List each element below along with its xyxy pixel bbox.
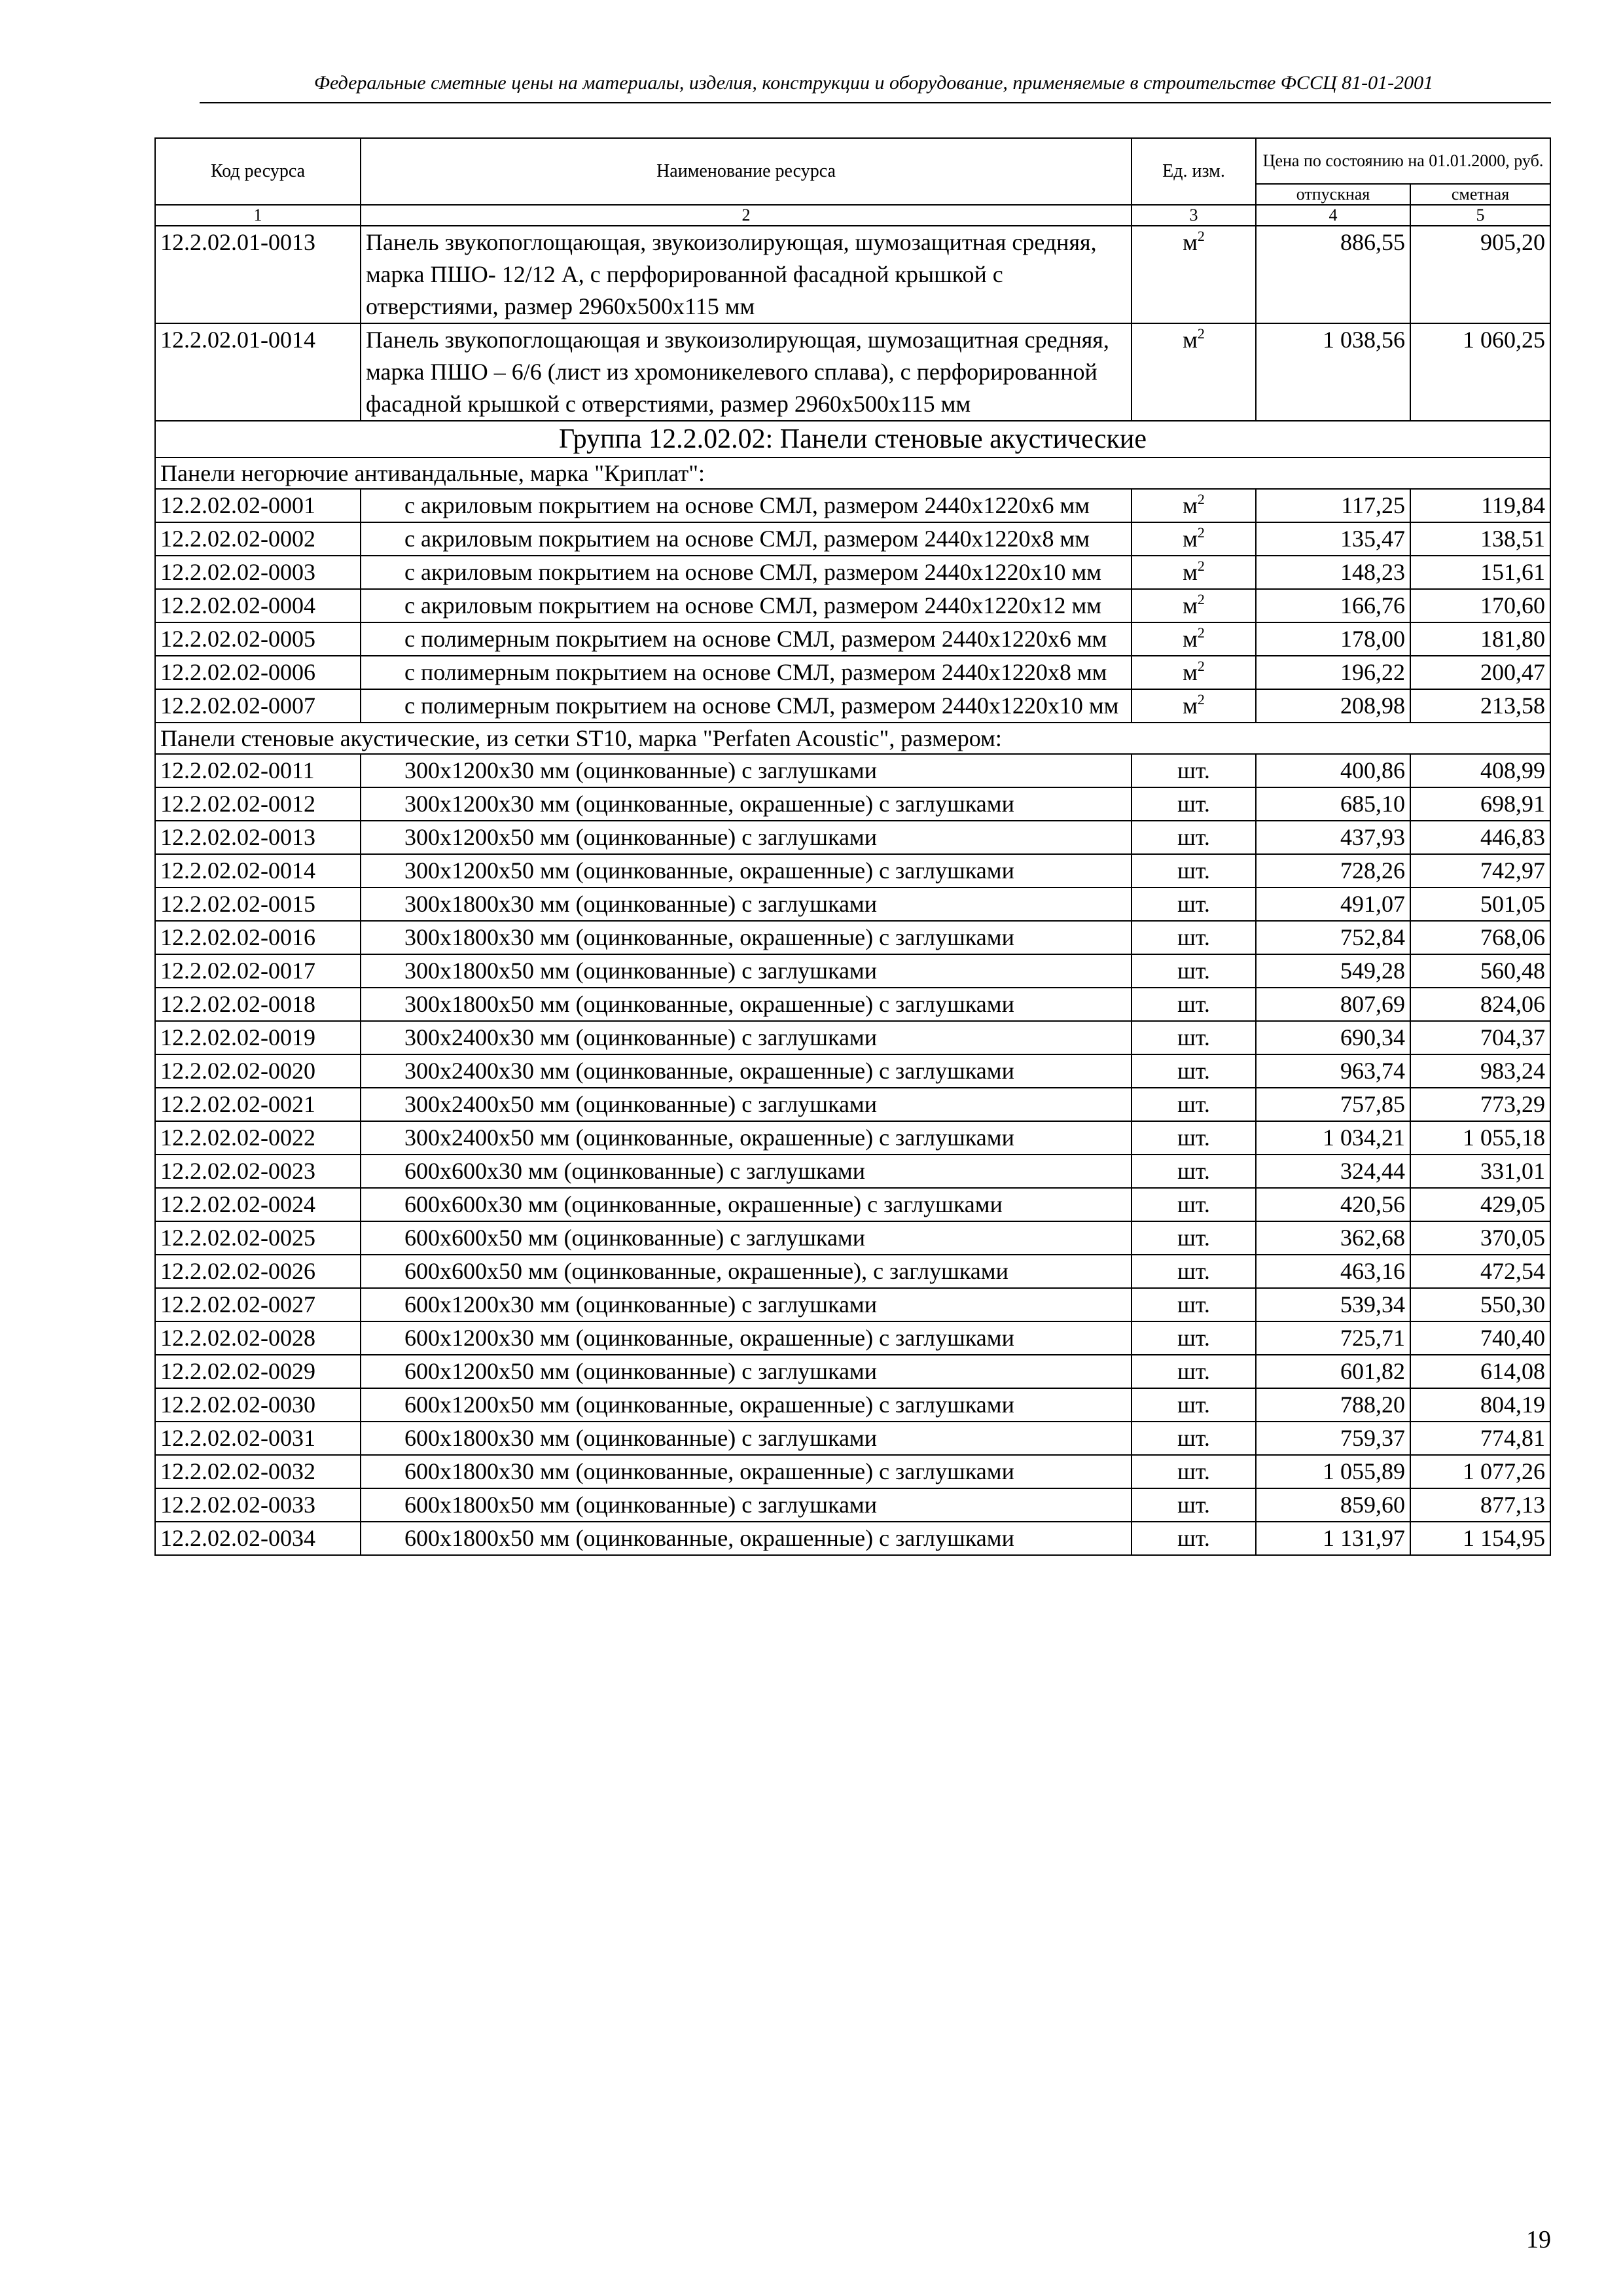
unit-cell (1132, 921, 1256, 954)
release-price: 963,74 (1256, 1054, 1410, 1088)
estimate-price: 983,24 (1410, 1054, 1550, 1088)
release-price: 728,26 (1256, 854, 1410, 888)
resource-name: с полимерным покрытием на основе СМЛ, размером 2440х1220х8 мм (361, 656, 1132, 689)
unit-text: шт. (1177, 1058, 1210, 1084)
estimate-price: 768,06 (1410, 921, 1550, 954)
resource-code: 12.2.02.02-0030 (155, 1388, 361, 1422)
unit-text: м (1183, 492, 1198, 518)
resource-name: с полимерным покрытием на основе СМЛ, размером 2440х1220х6 мм (361, 622, 1132, 656)
resource-code: 12.2.02.02-0032 (155, 1455, 361, 1488)
estimate-price: 213,58 (1410, 689, 1550, 723)
estimate-price: 151,61 (1410, 556, 1550, 589)
table-row (155, 323, 1550, 421)
unit-text: шт. (1177, 1425, 1210, 1451)
unit-text: шт. (1177, 1225, 1210, 1251)
estimate-price: 698,91 (1410, 787, 1550, 821)
release-price: 463,16 (1256, 1255, 1410, 1288)
unit-superscript: 2 (1197, 228, 1205, 244)
unit-cell (1132, 1355, 1256, 1388)
column-header-code: Код ресурса (155, 138, 361, 205)
estimate-price: 1 154,95 (1410, 1522, 1550, 1555)
release-price: 196,22 (1256, 656, 1410, 689)
resource-code: 12.2.02.02-0007 (155, 689, 361, 723)
table-row (155, 1188, 1550, 1221)
unit-cell (1132, 821, 1256, 854)
resource-name: 600х1200х30 мм (оцинкованные, окрашенные) с заглушками (361, 1321, 1132, 1355)
column-header-release: отпускная (1256, 184, 1410, 205)
resource-code: 12.2.02.02-0003 (155, 556, 361, 589)
unit-text: м (1183, 659, 1198, 685)
resource-code: 12.2.02.02-0013 (155, 821, 361, 854)
release-price: 208,98 (1256, 689, 1410, 723)
estimate-price: 742,97 (1410, 854, 1550, 888)
column-header-name: Наименование ресурса (361, 138, 1132, 205)
resource-code: 12.2.02.02-0033 (155, 1488, 361, 1522)
estimate-price: 905,20 (1410, 226, 1550, 323)
resource-code: 12.2.02.02-0006 (155, 656, 361, 689)
resource-name: 300х2400х50 мм (оцинкованные, окрашенные) с заглушками (361, 1121, 1132, 1155)
unit-cell (1132, 1455, 1256, 1488)
unit-cell (1132, 1488, 1256, 1522)
resource-code: 12.2.02.02-0019 (155, 1021, 361, 1054)
resource-name: 600х600х50 мм (оцинкованные) с заглушками (361, 1221, 1132, 1255)
header-rule (200, 102, 1551, 103)
resource-name: 600х1800х50 мм (оцинкованные) с заглушками (361, 1488, 1132, 1522)
column-header-unit: Ед. изм. (1132, 138, 1256, 205)
resource-code: 12.2.02.02-0020 (155, 1054, 361, 1088)
unit-superscript: 2 (1197, 691, 1205, 708)
release-price: 117,25 (1256, 489, 1410, 522)
estimate-price: 704,37 (1410, 1021, 1550, 1054)
table-row (155, 1522, 1550, 1555)
unit-cell (1132, 622, 1256, 656)
unit-cell (1132, 1321, 1256, 1355)
table-row (155, 954, 1550, 988)
unit-cell (1132, 522, 1256, 556)
release-price: 549,28 (1256, 954, 1410, 988)
subheader-kriplat: Панели негорючие антивандальные, марка "Криплат": (155, 457, 1550, 489)
resource-name: 600х600х50 мм (оцинкованные, окрашенные), с заглушками (361, 1255, 1132, 1288)
unit-cell (1132, 489, 1256, 522)
unit-cell (1132, 1054, 1256, 1088)
unit-text: шт. (1177, 1391, 1210, 1418)
table-row (155, 1221, 1550, 1255)
unit-cell (1132, 1088, 1256, 1121)
release-price: 685,10 (1256, 787, 1410, 821)
resource-code: 12.2.02.02-0021 (155, 1088, 361, 1121)
resource-code: 12.2.02.02-0018 (155, 988, 361, 1021)
table-row (155, 1255, 1550, 1288)
resource-code: 12.2.02.02-0028 (155, 1321, 361, 1355)
release-price: 1 055,89 (1256, 1455, 1410, 1488)
unit-text: шт. (1177, 1258, 1210, 1284)
unit-text: шт. (1177, 1325, 1210, 1351)
unit-cell (1132, 556, 1256, 589)
unit-text: м (1183, 592, 1198, 619)
table-row (155, 489, 1550, 522)
table-row (155, 1388, 1550, 1422)
unit-cell (1132, 323, 1256, 421)
unit-text: шт. (1177, 1358, 1210, 1384)
unit-superscript: 2 (1197, 624, 1205, 641)
estimate-price: 614,08 (1410, 1355, 1550, 1388)
release-price: 400,86 (1256, 754, 1410, 787)
resource-name: 300х1200х50 мм (оцинкованные, окрашенные) с заглушками (361, 854, 1132, 888)
resource-name: 300х1200х30 мм (оцинкованные, окрашенные) с заглушками (361, 787, 1132, 821)
resource-code: 12.2.02.02-0005 (155, 622, 361, 656)
release-price: 752,84 (1256, 921, 1410, 954)
subheader-perfaten: Панели стеновые акустические, из сетки ST10, марка "Perfaten Acoustic", размером: (155, 723, 1550, 754)
unit-text: м (1183, 526, 1198, 552)
unit-cell (1132, 1522, 1256, 1555)
release-price: 757,85 (1256, 1088, 1410, 1121)
release-price: 178,00 (1256, 622, 1410, 656)
table-row (155, 1121, 1550, 1155)
resource-name: с полимерным покрытием на основе СМЛ, размером 2440х1220х10 мм (361, 689, 1132, 723)
unit-cell (1132, 1288, 1256, 1321)
estimate-price: 1 055,18 (1410, 1121, 1550, 1155)
unit-text: шт. (1177, 1525, 1210, 1551)
unit-superscript: 2 (1197, 591, 1205, 607)
table-row (155, 821, 1550, 854)
resource-name: 300х1200х30 мм (оцинкованные) с заглушками (361, 754, 1132, 787)
resource-code: 12.2.02.02-0024 (155, 1188, 361, 1221)
resource-code: 12.2.02.02-0012 (155, 787, 361, 821)
table-row (155, 1455, 1550, 1488)
estimate-price: 740,40 (1410, 1321, 1550, 1355)
release-price: 539,34 (1256, 1288, 1410, 1321)
unit-superscript: 2 (1197, 325, 1205, 342)
estimate-price: 370,05 (1410, 1221, 1550, 1255)
table-row (155, 754, 1550, 787)
resource-code: 12.2.02.02-0023 (155, 1155, 361, 1188)
table-row (155, 921, 1550, 954)
release-price: 690,34 (1256, 1021, 1410, 1054)
table-row (155, 1088, 1550, 1121)
estimate-price: 331,01 (1410, 1155, 1550, 1188)
release-price: 166,76 (1256, 589, 1410, 622)
unit-text: м (1183, 559, 1198, 585)
table-row (155, 888, 1550, 921)
unit-text: шт. (1177, 1458, 1210, 1484)
table-row (155, 1488, 1550, 1522)
unit-text: шт. (1177, 891, 1210, 917)
resource-name: с акриловым покрытием на основе СМЛ, размером 2440х1220х10 мм (361, 556, 1132, 589)
resource-code: 12.2.02.02-0034 (155, 1522, 361, 1555)
table-row (155, 1021, 1550, 1054)
release-price: 788,20 (1256, 1388, 1410, 1422)
unit-cell (1132, 1388, 1256, 1422)
table-row (155, 689, 1550, 723)
resource-name: 600х1200х30 мм (оцинкованные) с заглушками (361, 1288, 1132, 1321)
resource-code: 12.2.02.02-0015 (155, 888, 361, 921)
resource-code: 12.2.02.02-0031 (155, 1422, 361, 1455)
unit-text: шт. (1177, 1091, 1210, 1117)
column-number: 2 (361, 205, 1132, 226)
estimate-price: 200,47 (1410, 656, 1550, 689)
table-row (155, 522, 1550, 556)
unit-text: шт. (1177, 958, 1210, 984)
table-body-kriplat (155, 489, 1550, 723)
unit-cell (1132, 689, 1256, 723)
release-price: 725,71 (1256, 1321, 1410, 1355)
estimate-price: 119,84 (1410, 489, 1550, 522)
resource-code: 12.2.02.02-0002 (155, 522, 361, 556)
unit-cell (1132, 1155, 1256, 1188)
table-body-perfaten (155, 754, 1550, 1555)
unit-text: шт. (1177, 824, 1210, 850)
unit-superscript: 2 (1197, 658, 1205, 674)
estimate-price: 804,19 (1410, 1388, 1550, 1422)
release-price: 324,44 (1256, 1155, 1410, 1188)
table-row (155, 854, 1550, 888)
resource-name: 300х1800х50 мм (оцинкованные) с заглушками (361, 954, 1132, 988)
unit-cell (1132, 787, 1256, 821)
unit-superscript: 2 (1197, 491, 1205, 507)
release-price: 491,07 (1256, 888, 1410, 921)
unit-text: шт. (1177, 791, 1210, 817)
estimate-price: 773,29 (1410, 1088, 1550, 1121)
table-row (155, 1422, 1550, 1455)
estimate-price: 877,13 (1410, 1488, 1550, 1522)
release-price: 759,37 (1256, 1422, 1410, 1455)
resource-name: 600х1200х50 мм (оцинкованные) с заглушками (361, 1355, 1132, 1388)
resource-name: 600х600х30 мм (оцинкованные, окрашенные) с заглушками (361, 1188, 1132, 1221)
unit-text: шт. (1177, 857, 1210, 884)
resource-code: 12.2.02.01-0014 (155, 323, 361, 421)
table-row (155, 988, 1550, 1021)
unit-cell (1132, 226, 1256, 323)
table-row (155, 622, 1550, 656)
release-price: 601,82 (1256, 1355, 1410, 1388)
unit-cell (1132, 1188, 1256, 1221)
column-number: 4 (1256, 205, 1410, 226)
table-row (155, 1321, 1550, 1355)
resource-name: 300х1200х50 мм (оцинкованные) с заглушками (361, 821, 1132, 854)
running-header: Федеральные сметные цены на материалы, изделия, конструкции и оборудование, применяемые в строительстве ФССЦ 81-01-2001 (313, 72, 1434, 94)
unit-text: м (1183, 229, 1198, 255)
release-price: 1 038,56 (1256, 323, 1410, 421)
table-row (155, 1288, 1550, 1321)
estimate-price: 550,30 (1410, 1288, 1550, 1321)
resource-name: 600х1800х30 мм (оцинкованные) с заглушками (361, 1422, 1132, 1455)
estimate-price: 1 077,26 (1410, 1455, 1550, 1488)
resource-name: с акриловым покрытием на основе СМЛ, размером 2440х1220х6 мм (361, 489, 1132, 522)
release-price: 437,93 (1256, 821, 1410, 854)
unit-cell (1132, 1221, 1256, 1255)
unit-text: шт. (1177, 1291, 1210, 1318)
unit-text: шт. (1177, 1492, 1210, 1518)
resource-name: 300х1800х30 мм (оцинкованные) с заглушками (361, 888, 1132, 921)
table-row (155, 1155, 1550, 1188)
price-table (154, 137, 1551, 1556)
resource-name: с акриловым покрытием на основе СМЛ, размером 2440х1220х12 мм (361, 589, 1132, 622)
column-header-price: Цена по состоянию на 01.01.2000, руб. (1256, 138, 1550, 184)
unit-text: шт. (1177, 924, 1210, 950)
unit-cell (1132, 1255, 1256, 1288)
unit-text: м (1183, 327, 1198, 353)
release-price: 362,68 (1256, 1221, 1410, 1255)
resource-name: 300х1800х50 мм (оцинкованные, окрашенные) с заглушками (361, 988, 1132, 1021)
estimate-price: 429,05 (1410, 1188, 1550, 1221)
release-price: 1 034,21 (1256, 1121, 1410, 1155)
unit-cell (1132, 954, 1256, 988)
estimate-price: 501,05 (1410, 888, 1550, 921)
release-price: 859,60 (1256, 1488, 1410, 1522)
estimate-price: 446,83 (1410, 821, 1550, 854)
estimate-price: 824,06 (1410, 988, 1550, 1021)
resource-code: 12.2.02.02-0022 (155, 1121, 361, 1155)
resource-code: 12.2.02.02-0027 (155, 1288, 361, 1321)
unit-cell (1132, 1422, 1256, 1455)
unit-text: шт. (1177, 1124, 1210, 1151)
estimate-price: 472,54 (1410, 1255, 1550, 1288)
estimate-price: 1 060,25 (1410, 323, 1550, 421)
unit-cell (1132, 888, 1256, 921)
resource-code: 12.2.02.02-0016 (155, 921, 361, 954)
unit-text: м (1183, 692, 1198, 719)
resource-name: с акриловым покрытием на основе СМЛ, размером 2440х1220х8 мм (361, 522, 1132, 556)
table-row (155, 656, 1550, 689)
page-number: 19 (1526, 2226, 1551, 2253)
resource-name: Панель звукопоглощающая и звукоизолирующая, шумозащитная средняя, марка ПШО – 6/6 (лист из хромоникелевого сплава), с перфорированной фасадной крышкой с отверстиями, размер 2960х500х115 мм (361, 323, 1132, 421)
unit-text: шт. (1177, 1024, 1210, 1050)
unit-cell (1132, 656, 1256, 689)
resource-code: 12.2.02.02-0029 (155, 1355, 361, 1388)
resource-name: 600х1800х50 мм (оцинкованные, окрашенные) с заглушками (361, 1522, 1132, 1555)
unit-cell (1132, 589, 1256, 622)
estimate-price: 774,81 (1410, 1422, 1550, 1455)
resource-name: 600х1200х50 мм (оцинкованные, окрашенные) с заглушками (361, 1388, 1132, 1422)
column-number: 5 (1410, 205, 1550, 226)
resource-code: 12.2.02.02-0026 (155, 1255, 361, 1288)
resource-code: 12.2.02.02-0014 (155, 854, 361, 888)
estimate-price: 170,60 (1410, 589, 1550, 622)
resource-code: 12.2.02.02-0017 (155, 954, 361, 988)
table-body-top (155, 226, 1550, 421)
table-row (155, 787, 1550, 821)
release-price: 1 131,97 (1256, 1522, 1410, 1555)
table-row (155, 226, 1550, 323)
estimate-price: 138,51 (1410, 522, 1550, 556)
unit-cell (1132, 1021, 1256, 1054)
estimate-price: 181,80 (1410, 622, 1550, 656)
unit-cell (1132, 854, 1256, 888)
resource-name: 300х2400х30 мм (оцинкованные) с заглушками (361, 1021, 1132, 1054)
release-price: 420,56 (1256, 1188, 1410, 1221)
resource-name: 600х600х30 мм (оцинкованные) с заглушками (361, 1155, 1132, 1188)
release-price: 135,47 (1256, 522, 1410, 556)
column-number: 3 (1132, 205, 1256, 226)
resource-name: Панель звукопоглощающая, звукоизолирующая, шумозащитная средняя, марка ПШО- 12/12 А, с перфорированной фасадной крышкой с отверстиями, размер 2960х500х115 мм (361, 226, 1132, 323)
resource-code: 12.2.02.02-0011 (155, 754, 361, 787)
resource-code: 12.2.02.02-0001 (155, 489, 361, 522)
resource-code: 12.2.02.01-0013 (155, 226, 361, 323)
table-row (155, 589, 1550, 622)
unit-text: шт. (1177, 757, 1210, 783)
group-title: Группа 12.2.02.02: Панели стеновые акустические (155, 421, 1550, 457)
table-row (155, 556, 1550, 589)
unit-superscript: 2 (1197, 558, 1205, 574)
unit-text: шт. (1177, 1191, 1210, 1217)
table-row (155, 1054, 1550, 1088)
release-price: 886,55 (1256, 226, 1410, 323)
unit-cell (1132, 988, 1256, 1021)
resource-name: 300х2400х30 мм (оцинкованные, окрашенные) с заглушками (361, 1054, 1132, 1088)
release-price: 807,69 (1256, 988, 1410, 1021)
resource-code: 12.2.02.02-0004 (155, 589, 361, 622)
table-row (155, 1355, 1550, 1388)
unit-text: шт. (1177, 991, 1210, 1017)
unit-superscript: 2 (1197, 524, 1205, 541)
unit-text: шт. (1177, 1158, 1210, 1184)
resource-name: 600х1800х30 мм (оцинкованные, окрашенные) с заглушками (361, 1455, 1132, 1488)
column-header-estimate: сметная (1410, 184, 1550, 205)
resource-name: 300х2400х50 мм (оцинкованные) с заглушками (361, 1088, 1132, 1121)
unit-cell (1132, 1121, 1256, 1155)
release-price: 148,23 (1256, 556, 1410, 589)
unit-cell (1132, 754, 1256, 787)
estimate-price: 560,48 (1410, 954, 1550, 988)
resource-code: 12.2.02.02-0025 (155, 1221, 361, 1255)
estimate-price: 408,99 (1410, 754, 1550, 787)
resource-name: 300х1800х30 мм (оцинкованные, окрашенные) с заглушками (361, 921, 1132, 954)
unit-text: м (1183, 626, 1198, 652)
column-number: 1 (155, 205, 361, 226)
